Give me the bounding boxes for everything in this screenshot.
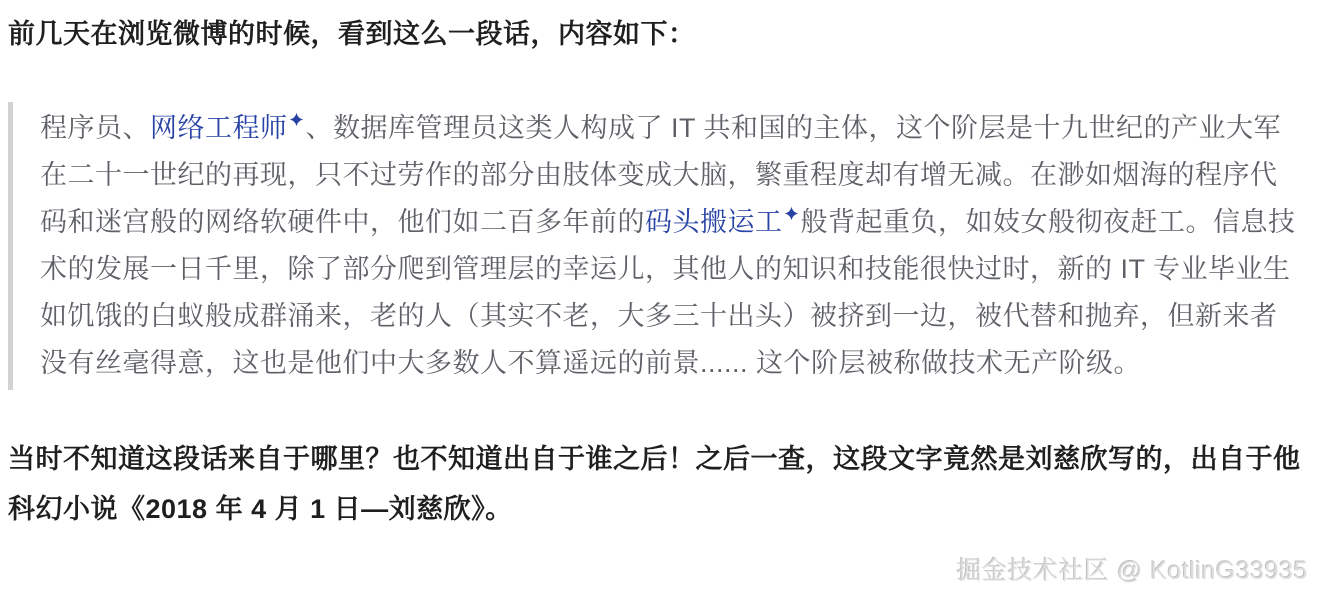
quote-text-segment: 程序员、 (40, 113, 150, 143)
term-link-dock-worker[interactable] (645, 207, 801, 237)
term-link-network-engineer[interactable] (150, 113, 306, 143)
outro-paragraph: 当时不知道这段话来自于哪里？也不知道出自于谁之后！之后一查，这段文字竟然是刘慈欣写的，出自于他科幻小说《2018 年 4 月 1 日—刘慈欣》。 (8, 444, 1301, 524)
article-content (0, 15, 1324, 595)
sparkle-icon (784, 206, 799, 221)
quote-text-segment: 、数据库管理员这类人构成了 IT 共和国的主体，这个阶层是十九世纪的产业大军在二十一世纪的再现，只不过劳作的部分由肢体变成大脑，繁重程度却有增无减。在渺如烟海的程序代码和迷宫般的网络软硬件中，他们如二百多年前的 (40, 113, 1282, 237)
sparkle-icon (289, 112, 304, 127)
quote-text-segment: 般背起重负，如妓女般彻夜赶工。信息技术的发展一日千里，除了部分爬到管理层的幸运儿，其他人的知识和技能很快过时，新的 IT 专业毕业生如饥饿的白蚁般成群涌来，老的人（其实不老，大多三十出头）被挤到一边，被代替和抛弃，但新来者没有丝毫得意，这也是他们中大多数人不算遥远的前景...... 这个阶层被称做技术无产阶级。 (40, 207, 1296, 378)
quote-block (8, 102, 1302, 390)
term-link-label: 码头搬运工 (645, 207, 783, 237)
intro-paragraph: 前几天在浏览微博的时候，看到这么一段话，内容如下： (8, 19, 696, 49)
term-link-label: 网络工程师 (150, 113, 288, 143)
watermark: 掘金技术社区 @ KotlinG33935 (956, 557, 1308, 585)
